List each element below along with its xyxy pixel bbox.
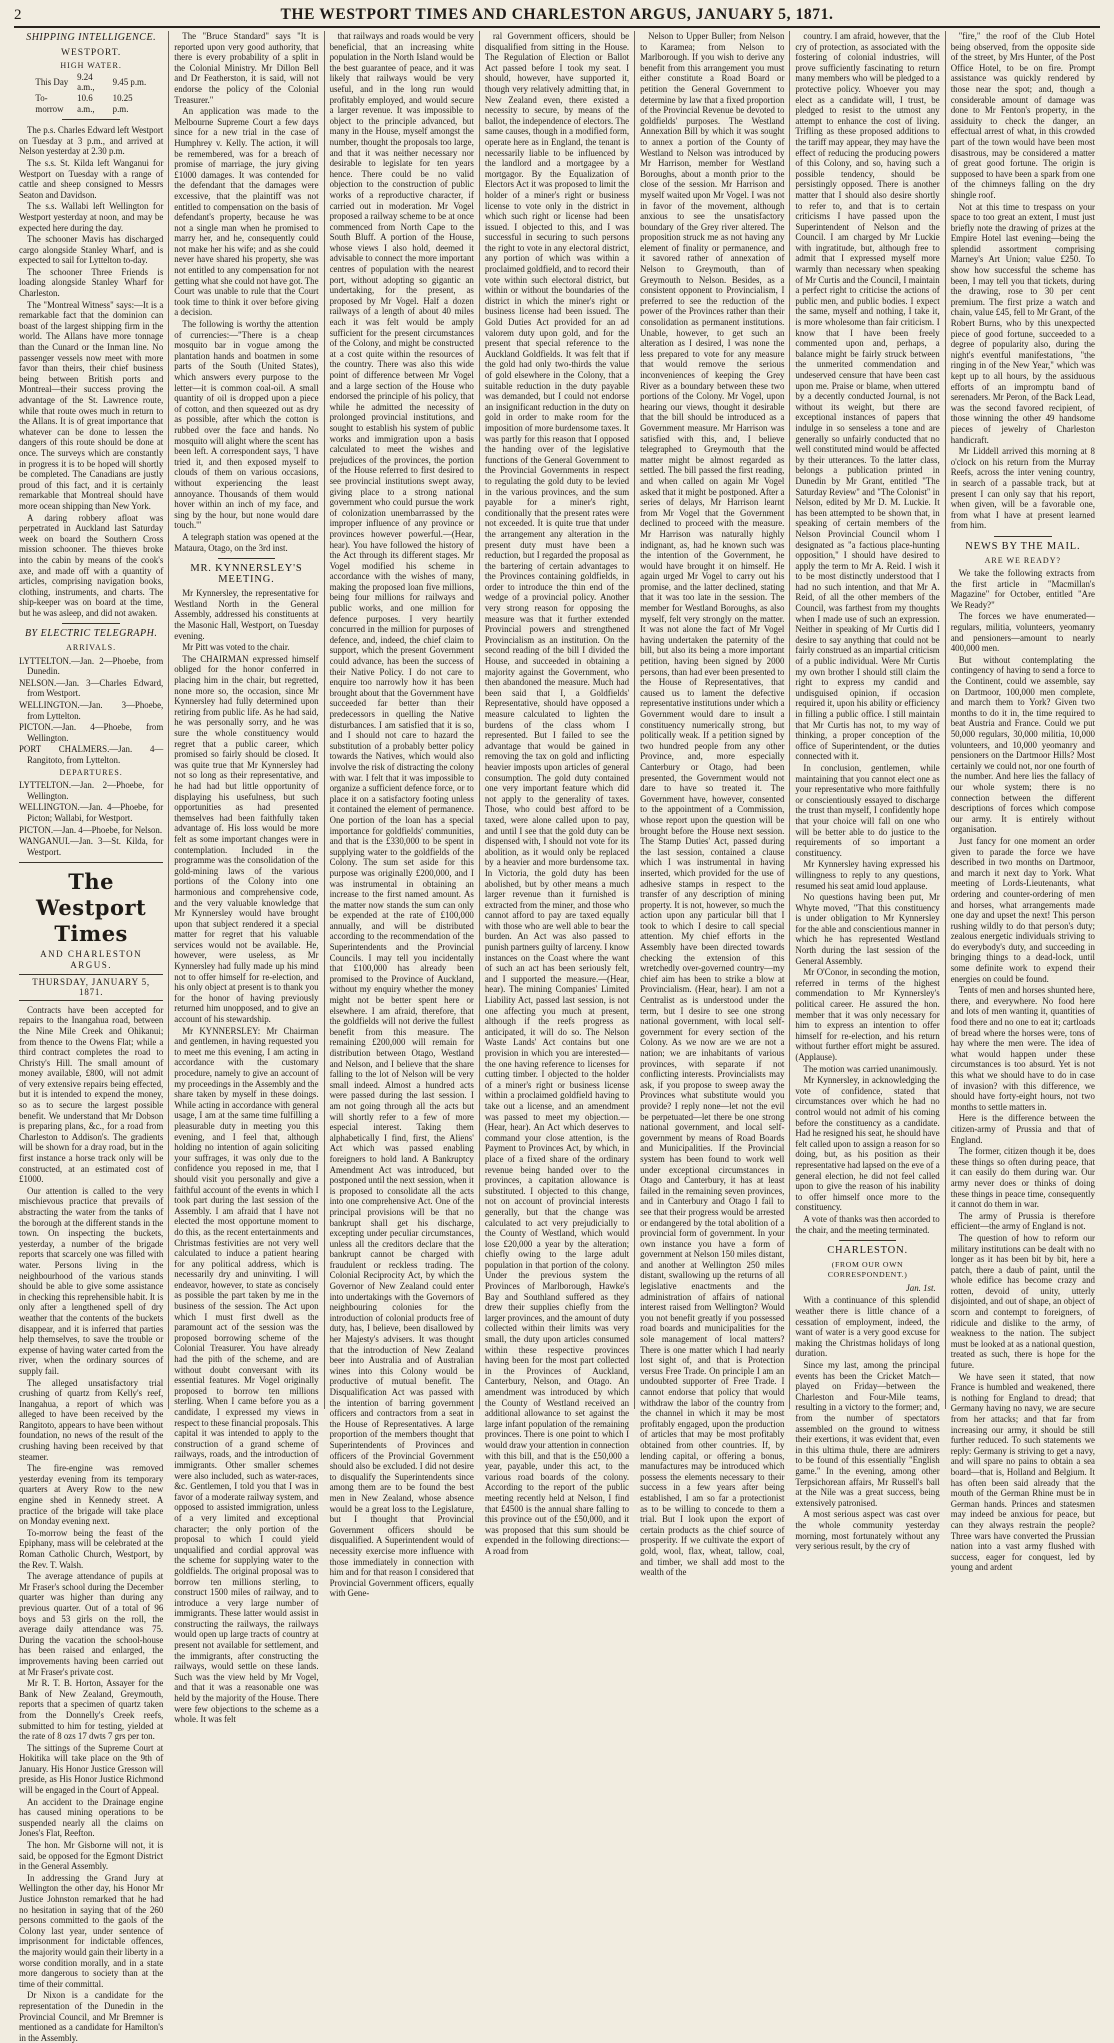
paragraph: The sittings of the Supreme Court at Hokitika will take place on the 9th of January. His Honor Justice Gresson will preside, as His Honor Justice Richmond will be engaged in the Court of Appeal. (19, 1742, 164, 1796)
telegraph-title: BY ELECTRIC TELEGRAPH. (24, 628, 158, 640)
paragraph: The alleged unsatisfactory trial crushing of quartz from Kelly's reef, Inangahua, a report of which was alleged to have been received by the Rangitoto, appears to have been without foundation, no news of the result of the crushing having been received by that steamer. (19, 1377, 164, 1462)
meeting-report-cont (795, 31, 939, 1235)
column-4 (480, 31, 635, 1556)
column-6 (790, 31, 945, 1552)
paragraph: WELLINGTON.—Jan. 3—Phoebe, from Lyttelton. (19, 700, 164, 721)
paragraph: Mr Kynnersley, in acknowledging the vote of confidence, stated that circumstances over which he had no control would not admit of his coming before the constituency as a candidate. Had he resigned his seat, he should have felt called upon to assign a reason for so doing, but, as his position as their representative had lapsed on the eve of a general election, he did not feel called upon to give the reason of his inability to offer himself once more to the constituency. (795, 1075, 940, 1213)
paragraph: In conclusion, gentlemen, while maintaining that you cannot elect one as your representative who more faithfully or conscientiously essayed to discharge the trust than myself, I confidently hope that your choice will fall on one who will be better able to do justice to the requirements of so important a constituency. (795, 762, 940, 858)
charleston-report-cont (951, 31, 1095, 531)
paragraph: The "Bruce Standard" says "It is reported upon very good authority, that there is every probability of a split in the Colonial Ministry. Mr Dillon Bell and Dr Featherston, it is said, will not endorse the policy of the Colonial Treasurer." (174, 31, 319, 105)
paragraph: Mr O'Conor, in seconding the motion, referred in terms of the highest commendation to Mr Kynnersley's political career. He assured the hon. member that it was only necessary for him to express an intention to offer himself for re-election, and his return without further effort might be assured. (Applause). (795, 967, 940, 1062)
paragraph: Our attention is called to the very mischievous practice that prevails of abstracting the water from the tanks of the borough at the different stands in the town. On inspecting the buckets, yesterday, a number of the brigade reports that scarcely one was filled with water. Persons living in the neighbourhood of the various stands should be able to give some assistance in checking this reprehensible habit. It is only after a lengthened spell of dry weather that the contents of the buckets disappear, and it is inferred that parties help themselves, to save the trouble or expense of having water carted from the river, when the ordinary sources of supply fail. (19, 1185, 164, 1376)
paragraph: Mr Pitt was voted to the chair. (182, 642, 290, 653)
paragraph: The following is worthy the attention of currencies:—"There is a cheap mosquito bar in vogue among the plantation hands and boatmen in some parts of the South (United States), which answers every purpose to the letter—it is common coal-oil. A small quantity of oil is dropped upon a piece of cotton, and then squeezed out as dry as possible, after which the cotton is rubbed over the face and hands. No mosquito will alight where the scent has been left. A correspondent says, 'I have tried it, and then exposed myself to clouds of them on various occasions, without experiencing the least annoyance. Thousands of them would hover within an inch of my face, and sing by the hour, but none would dare touch.'" (174, 319, 319, 531)
charleston-report (795, 1295, 939, 1551)
paragraph: The "Montreal Witness" says:—It is a remarkable fact that the dominion can boast of the largest shipping firm in the world. The Allans have more tonnage than the Cunard or the Inman line. No passenger vessels now meet with more favor than theirs, their chief business being between British ports and Montreal—their success proving the advantage of the St. Lawrence route, while that route owes much in return to the Allans. It is of great importance that whatever can be done to lessen the dangers of this route should be done at once. The surveys which are constantly in progress it is to be hoped will shortly be completed. The Canadians are justly proud of this fact, and it is certainly remarkable that Montreal should have more ocean shipping than New York. (19, 299, 164, 511)
nameplate-title: The Westport Times (36, 869, 147, 947)
paragraph: But without contemplating the contingency of having to send a force to the Continent, could we assemble, say on Dartmoor, 100,000 men complete, and march them to York? Given two months to do it in, the time required to beat Austria and France. Could we put 50,000 regulars, 30,000 militia, 10,000 volunteers, and 10,000 yeomanry and pensioners on the Dartmoor Hills? Most certainly we could not, nor one fourth of the number. And here lies the fallacy of our whole system; there is no connection between the different descriptions of forces which compose our army. It is entirely without organisation. (950, 654, 1095, 835)
paragraph: Dr Nixon is a candidate for the representation of the Dunedin in the Provincial Council, and Mr Bremner is mentioned as a candidate for Hamilton's in the Assembly. (19, 1990, 164, 2043)
paragraph: LYTTELTON.—Jan. 2—Phoebe, from Dunedin. (19, 655, 164, 677)
meeting-report-cont (485, 31, 629, 1557)
columns (14, 31, 1100, 2043)
arrivals-label: ARRIVALS. (66, 643, 117, 653)
correspondent-label: (FROM OUR OWN CORRESPONDENT.) (827, 1259, 908, 1280)
paragraph: An application was made to the Melbourne Supreme Court a few days since for a new trial in the case of Humphrey v. Kelly. The action, it will be remembered, was for a breach of promise of marriage, the jury giving £1000 damages. It was contended for the defendant that the damages were excessive, that the plaintiff was not entitled to compensation on the basis of defendant's property, because he was not a single man when he promised to marry her, and he, consequently could not make her his wife; and as she could never have shared his property, she was not entitled to any compensation for not getting what she could not have got. The Court was unable to rule that the Court took time to think it over before giving a decision. (174, 106, 319, 318)
paragraph: The hon. Mr Gisborne will not, it is said, be opposed for the Egmont District in the General Assembly. (19, 1840, 164, 1872)
high-water-pm: 10.25 p.m. (112, 92, 133, 114)
paragraph: The army of Prussia is therefore efficient—the army of England is not. (950, 1210, 1095, 1232)
high-water-day: This Day (35, 77, 69, 88)
paragraph: ral Government officers, should be disqualified from sitting in the House. The Regulation of Election or Ballot Act passed before I took my seat. I should, however, have supported it, though very relatively admitting that, in New Zealand even, there existed a necessity to secure, by means of the ballot, the independence of electors. The same causes, though in a modified form, operate here as in England, the tenant is necessarily liable to be influenced by the landlord and a mortgagee by a mortgagor. By the Equalization of Electors Act it was proposed to limit the holder of a miner's right or business license to vote only in the district in which such right or license had been issued. I objected to this, and I was successful in securing to such persons the right to vote in any electoral district, any portion of which was within a proclaimed goldfield, and to record their vote within such electoral district, but within or without the boundaries of the district in which the miner's right or business license had been issued. The Gold Duties Act provided for an ad valorem duty upon gold, and for the present that special reference to the Auckland Goldfields. It was felt that if the gold had only two-thirds the value of gold elsewhere in the Colony, that a suitable reduction in the duty payable was demanded, but I could not endorse an insignificant reduction in the duty on gold in order to make room for the imposition of more burdensome taxes. It was partly for this reason that I opposed the handing over of the legislative functions of the General Government to the Provincial Governments in respect to regulating the gold duty to be levied in the various provinces, and the sum payable for a miner's right, conditionally that the present rates were not exceeded. It is quite true that under the arrangement any alteration in the present duty must have been a reduction, but I regarded the proposal as the bartering of certain advantages to the Provinces containing goldfields, in order to introduce the thin end of the wedge of a provincial policy. Another very strong reason for opposing the measure was that it further extended Provincial powers and strengthened Provincialism as an institution. On the second reading of the bill I divided the House, and succeeded in obtaining a majority against the Government, who then abandoned the measure. Much had been said that I, a Goldfields' Representative, should have opposed a measure calculated to lighten the burdens of the class whom I represented. But I failed to see the advantage that would be gained in removing the tax on gold and inflicting heavier imposts upon articles of general consumption. The gold duty contained one very important feature which did not apply to the generality of taxes. Those, who could best afford to be taxed, were alone called upon to pay, and until I see that the gold duty can be dispensed with, I should not vote for its abolition, as it would only be replaced by a heavier and more burdensome tax. In Victoria, the gold duty has been abolished, but by other means a much larger revenue than it furnished is extracted from the miner, and those who cannot afford to pay are taxed equally with those who are well able to bear the burden. An Act was also passed to punish partners guilty of larceny. I know instances on the Coast where the want of such an act has been seriously felt, and I supported the measure.—(Hear, hear). The mining Companies' Limited Liability Act, passed last session, is not one affecting you much at present, although if the reefs progress as anticipated, it will do so. The Nelson Waste Lands' Act contains but one provision in which you are interested—the one having reference to licenses for cutting timber. I objected to the holder of a miner's right or business license within a proclaimed goldfield having to take out a license, and an amendment was passed to meet my objection.—(Hear, hear). An Act which deserves to command your close attention, is the Payment to Provinces Act, by which, in place of a fixed share of the ordinary revenue being handed over to the provinces, a capitation allowance is substituted. I objected to this change, not on account of provincial interests generally, but that the change was calculated to act very prejudicially to the County of Westland, which would lose £20,000 a year by the alteration; chiefly owing to the large adult population in that portion of the colony. Under the previous system the Provinces of Marlborough, Hawke's Bay and Southland suffered as they drew their supplies chiefly from the larger provinces, and the amount of duty collected within their limits was very small, the duty upon articles consumed within these respective provinces having been for the most part collected in the Provinces of Auckland, Canterbury, Nelson, and Otago. An amendment was introduced by which the County of Westland received an additional allowance to set against the large infant population of the remaining provinces. There is one point to which I would draw your attention in connection with this bill, and that is the £50,000 a year, payable, under this act, to the various road boards of the colony. According to the report of the public meeting recently held at Nelson, I find that £4500 is the annual share falling to this province out of the £50,000, and it was proposed that this sum should be expended in the following directions:—A road from (484, 31, 630, 1556)
mail-news-headline: NEWS BY THE MAIL. (965, 540, 1081, 552)
paragraph: Contracts have been accepted for repairs to the Inangahua road, between the Nine Mile Creek and Ohikanui; from thence to the Owens Flat; while a third contract completes the road to Christy's Hill. The small amount of money available, £800, will not admit of very extensive repairs being effected, but it is intended to expend the money, so as to secure the largest possible benefit. We understand that Mr Dobson is preparing plans, &c., for a road from Charleston to Addison's. The gradients will be shown for a dray road, but in the first instance a horse track only will be constructed, at an estimated cost of £1000. (19, 1004, 164, 1185)
paragraph: Mr Liddell arrived this morning at 8 o'clock on his return from the Murray Reefs, across the inter vening country, in search of a passable track, but at present I can only say that his report, when given, will be a favorable one, from what I have at present learned from him. (950, 446, 1095, 531)
issue-date: THURSDAY, JANUARY 5, 1871. (19, 974, 163, 1001)
paragraph: Mr Kynnersley having expressed his willingness to reply to any questions, resumed his seat amid loud applause. (795, 859, 940, 891)
paragraph: NELSON.—Jan. 3—Charles Edward, from Westport. (19, 677, 164, 699)
departures-label: DEPARTURES. (59, 767, 123, 777)
page-number: 2 (14, 7, 22, 23)
paragraph: Nelson to Upper Buller; from Nelson to Karamea; from Nelson to Marlborough. If you wish to derive any benefit from this arrangement you must either constitute a Road Board or petition the General Government to determine by law that a fixed proportion of the Provincial Revenue be devoted to goldfields' purposes. The Westland Annexation Bill by which it was sought to annex a portion of the County of Westland to Nelson was introduced by Mr Harrison, member for Westland Boroughs, about a month prior to the close of the session. Mr Harrison and myself waited upon Mr Vogel. I was not in favor of the movement, although anxious to see the unsatisfactory boundary of the Grey river altered. The proposition struck me as not having any element of finality or permanence, and it savored rather of annexation of Nelson to Greymouth, than of Greymouth to Nelson. Besides, as a consistent opponent to Provincialism, I preferred to see the reduction of the power of the Provinces rather than their consolidation as permanent institutions. Unable, however, to get such an alteration as I desired, I was none the less prepared to vote for any measure that would remove the serious inconveniences of keeping the Grey River as a boundary between these two portions of the Colony. Mr Vogel, upon hearing our views, thought it desirable that the bill should be introduced as a Government measure. Mr Harrison was satisfied with this, and, I believe telegraphed to Greymouth that the matter might be almost regarded as settled. The bill passed the first reading, and when called on again Mr Vogel asked that it might be postponed. After a series of delays, Mr Harrison learnt from Mr Vogel that the Government declined to proceed with the measure. Mr Harrison was naturally highly indignant, as, had he known such was the intention of the Government, he would have brought it on himself. He again urged Mr Vogel to carry out his promise, and the latter declined, stating that it was too late in the session. The member for Westland Boroughs, as also myself, felt very strongly on the matter. It was not alone the fact of Mr Vogel having undertaken the paternity of the bill, but also its being a more important petition, having been signed by 2000 persons, than had ever been presented to the House of Representatives, that caused us to lament the defective representative institutions under which a Government would dare to insult a constituency numerically strong, but politically weak. If a petition signed by two hundred people from any other Province, and, more especially Canterbury or Otago, had been presented, the Government would not dare to have so treated it. The Government have, however, consented to the appointment of a Commission, whose report upon the question will be brought before the House next session. The Stamp Duties' Act, passed during the last session, contained a clause which I was instrumental in having inserted, which provided for the use of adhesive stamps in respect to the transfer of any description of mining property. It is not, however, so much the action upon any particular bill that I took to which I desire to call special attention. My chief efforts in the Assembly have been directed towards checking the extension of this wretchedly over-governed country—my chief aim has been to strike a blow at Provincialism. (Hear, hear). I am not a Centralist as is understood under the term, but I desire to see one strong national government, with local self-government for every section of the Colony. As we now are we are not a nation; we are inhabitants of various provinces, with separate if not conflicting interests. Provincialists may ask, if you propose to sweep away the Provinces what substitute would you provide? I reply none—let not the evil be perpetuated—let there be one strong national government, and local self-government by means of Road Boards and Municipalities. If the Provincial system has been found to work well under exceptional circumstances in Otago and Canterbury, it has at least failed in the remaining seven provinces, and in Canterbury and Otago I fail to see that their progress would be arrested or endangered by the total abolition of a provincial form of government. In your own instance you have a form of government at Nelson 150 miles distant, and another at Wellington 250 miles distant, swallowing up the returns of all legislative enactments and the administration of affairs of national interest raised from Wellington? Would you not benefit greatly if you possessed road boards and municipalities for the sole management of local matters? There is one matter which I had nearly lost sight of, and that is Protection versus Free Trade. On principle I am an undoubted supporter of Free Trade. I cannot endorse that policy that would withdraw the labor of the country from the channel in which it may be most profitably engaged, upon the production of articles that may be most profitably obtained from other countries. If, by lending capital, or offering a bonus, manufactures may be introduced which possess the elements necessary to their success in a few years after being established, I am so far a protectionist as to be willing to concede to them a trial. But I look upon the export of certain products as the chief source of prosperity. If we cultivate the export of gold, wool, flax, wheat, tallow, coal, and timber, we shall add most to the wealth of the (640, 31, 785, 1578)
paragraph: An accident to the Drainage engine has caused mining operations to be suspended nearly all the claims on Jones's Flat, Reefton. (19, 1796, 164, 1839)
masthead-title: THE WESTPORT TIMES AND CHARLESTON ARGUS, JANUARY 5, 1871. (280, 6, 834, 23)
paragraph: The motion was carried unanimously. (803, 1063, 938, 1074)
paragraph: The former, citizen though it be, does these things so often during peace, that it can easily do them during war. Our army never does or thinks of doing these things in peace time, consequently it cannot do them in war. (950, 1146, 1095, 1210)
high-water-day: To-morrow (35, 92, 64, 114)
high-water-pm: 9.45 p.m. (112, 77, 147, 88)
shipping-section-title: SHIPPING INTELLIGENCE. (26, 32, 157, 43)
paragraph: We have seen it stated, that now France is humbled and weakened, there is nothing for England to dread; that Germany having no navy, we are secure from her attacks; and that far from increasing our army, it should be still further reduced. To such statements we reply: Germany is striving to get a navy, and will spare no pains to obtain a sea board—that is, Holland and Belgium. It has often been said already that the mouth of the German Rhine must be in German hands. Princes and statesmen may indeed be anxious for peace, but can they always restrain the people? Three wars have converted the Prussian nation into a vast army flushed with success, eager for conquest, led by young and ardent (950, 1371, 1095, 1573)
port-title: WESTPORT. (61, 47, 122, 58)
column-3 (325, 31, 480, 1599)
paragraph: Just fancy for one moment an order given to parade the force we have described in two months on Dartmoor, and march it next day to York. What meeting of Lords-Lieutenants, what ordering and counter-ordering of men and horses, what arrangements made one day and upset the next! This person rushing wildly to do that person's duty; zealous energetic individuals striving to do everybody's duty, and succeeding in bringing things to a dead-lock, until some definite work to expend their energies on could be found. (950, 835, 1095, 984)
paragraph: WELLINGTON.—Jan. 4—Phoebe, for Picton; Wallabi, for Westport. (19, 802, 164, 823)
meeting-headline: MR. KYNNERSLEY'S MEETING. (190, 563, 303, 585)
paragraph: The average attendance of pupils at Mr Fraser's school during the December quarter was higher than during any previous quarter. Out of a total of 96 boys and 53 girls on the roll, the average daily attendance was 75. During the vacation the school-house has been raised and enlarged, the improvements having been carried out at Mr Fraser's private cost. (19, 1571, 164, 1677)
paragraph: WANGANUI.—Jan. 3—St. Kilda, for Westport. (19, 836, 164, 857)
paragraph: LYTTELTON.—Jan. 2—Phoebe, for Wellington. (19, 780, 164, 801)
column-7 (946, 31, 1100, 1573)
paragraph: The CHAIRMAN expressed himself obliged for the honor conferred in placing him in the chair, but regretted, none more so, the occasion, since Mr Kynnersley had fully determined upon retiring from public life. As he had said, he was personally sorry, and he was sure the whole constituency would regret that a public career, which promised so fairly should be closed. It was quite true that Mr Kynnersley had not so long as their representative, and he had had but little opportunity of displaying his usefulness, but such opportunities as had presented themselves had been faithfully taken advantage of. His loss would be more felt as some important changes were in contemplation. Included in the programme was the consolidation of the gold-mining laws of the various portions of the Colony into one harmonious and comprehensive code, and the very valuable knowledge that Mr Kynnersley would have brought upon that subject rendered it a special matter for regret that his valuable services would not be available. He, however, were useless, as Mr Kynnersley had fully made up his mind not to offer himself for re-election, and his only object at present is to thank you for the honor of having previously returned him unopposed, and to give an account of his stewardship. (174, 653, 319, 1025)
high-water-am: 10.6 a.m., (77, 92, 95, 114)
paragraph: Mr KYNNERSLEY: Mr Chairman and gentlemen, in having requested you to meet me this evening, I am acting in accordance with the customary procedure, namely to give an account of my proceedings in the Assembly and the share taken by myself in these doings. While acting in accordance with general usage, I am at the same time fulfilling a pleasurable duty in meeting you this evening, and I feel that, although holding no intention of again soliciting your suffrages, it was only due to the confidence you reposed in me, that I should visit you personally and give a faithful account of the events in which I took part during the last session of the Assembly. I am afraid that I have not elected the most opportune moment to do this, as the recent entertainments and Christmas festivities are not very well calculated to induce a patient hearing for any political address, which is necessarily dry and uninviting. I will endeavor, however, to state as concisely as possible the part taken by me in the business of the session. The Act upon which I must first dwell as the paramount act of the session was the proposed borrowing scheme of the Colonial Treasurer. You have already had the pith of the scheme, and are without doubt conversant with its essential features. Mr Vogel originally proposed to borrow ten millions sterling. When I came before you as a candidate, I expressed my views in respect to these financial proposals. This capital it was intended to apply to the construction of a grand scheme of railways, roads, and the introduction of immigrants. Other smaller schemes were also included, such as water-races, &c. Gentlemen, I told you that I was in favor of a moderate railway system, and opposed to assisted immigration, unless of a very limited and exceptional character; the only portion of the proposal to which I could yield unqualified and cordial approval was the scheme for supplying water to the goldfields. The original proposal was to borrow ten millions sterling, to construct 1500 miles of railway, and to introduce a very large number of immigrants. These latter would assist in constructing the railways, the railways would open up large tracts of country at present not available for settlement, and the immigrants, after constructing the railways, would settle on these lands. Such was the view held by Mr Vogel, and that it was a reasonable one was held by the majority of the House. There were few objections to the scheme as a whole. It was felt (174, 1025, 319, 1725)
paragraph: The s.s. St. Kilda left Wanganui for Westport on Tuesday with a range of cattle and sheep consigned to Messrs Seaton and Davidson. (19, 157, 164, 200)
paragraph: The forces we have enumerated—regulars, militia, volunteers, yeomanry and pensioners—amount to nearly 400,000 men. (950, 611, 1095, 654)
paragraph: "fire," the roof of the Club Hotel being observed, from the opposite side of the street, by Mrs Hunter, of the Post Office Hotel, to be on fire. Prompt assistance was quickly rendered by those near the spot; and, though a considerable amount of damage was done to Mr Fenton's property, in the assiduity to check the danger, an effectual arrest of what, in this crowded part of the town would have been most disastrous, may be considered a matter of great good fortune. The origin is supposed to have been a spark from one of the chimneys falling on the dry shingle roof. (950, 31, 1095, 200)
table-row (33, 93, 148, 114)
mail-news-article (951, 568, 1095, 1573)
paragraph: The question of how to reform our military institutions can be dealt with no longer as it has been bit by bit, here a patch, there a daub of paint, until the whole edifice has become crazy and rotten, devoid of unity, utterly disjointed, and out of shape, an object of scorn and contempt to foreigners, of ridicule and dislike to the army, of weakness to the nation. The subject must be looked at as a national question, treated as such, there is hope for the future. (950, 1232, 1095, 1371)
column-2 (169, 31, 324, 1725)
editorial-notes (19, 1005, 163, 2043)
paragraph: In addressing the Grand Jury at Wellington the other day, his Honor Mr Justice Johnston remarked that he had no hesitation in saying that of the 260 persons committed to the gaols of the Colony last year, under sentence of imprisonment for indictable offences, the majority would gain their liberty in a worse condition morally, and in a state more dangerous to society than at the time of their committal. (19, 1872, 164, 1989)
paragraph: Since my last, among the principal events has been the Cricket Match—played on Friday—between the Charleston and Four-Mile teams, resulting in a victory to the former; and, from the number of spectators assembled on the ground to witness their exertions, it was evident that, even in this ultima thule, there are admirers to be found of this essentially "English game." In the evening, among other Terpsichorean affairs, Mr Russell's ball at the Nile was a great success, being extensively patronised. (795, 1360, 940, 1508)
meeting-report (174, 588, 318, 1725)
paragraph: Mr R. T. B. Horton, Assayer for the Bank of New Zealand, Greymouth, reports that a specimen of quartz taken from the Donnelly's Creek reefs, submitted to him for testing, yielded at the rate of 8 ozs 17 dwts 7 grs per ton. (19, 1678, 164, 1742)
paragraph: The fire-engine was removed yesterday evening from its temporary quarters at Avery Row to the new engine shed in Kennedy street. A practice of the brigade will take place on Monday evening next. (19, 1463, 164, 1527)
charleston-dateline: Jan. 1st. (905, 1282, 936, 1293)
charleston-headline: CHARLESTON. (827, 1245, 908, 1257)
paragraph: Mr Kynnersley, the representative for Westland North in the General Assembly, addressed his constituents at the Masonic Hall, Westport, on Tuesday evening. (174, 588, 319, 641)
paragraph: The p.s. Charles Edward left Westport on Tuesday at 3 p.m., and arrived at Nelson yesterday at 2.30 p.m. (19, 125, 164, 157)
paragraph: No questions having been put, Mr Whyte moved, "That this constituency is under obligation to Mr Kynnersley for the able and conscientious manner in which he has represented Westland North during the last session of the General Assembly. (795, 892, 940, 966)
column-5 (635, 31, 790, 1578)
paragraph: A most serious aspect was cast over the whole community yesterday morning, most fortunately without any very serious result, by the cry of (795, 1509, 940, 1552)
meeting-report-cont (640, 31, 784, 1578)
paragraph: PICTON.—Jan. 4—Phoebe, for Nelson. (19, 824, 163, 835)
paragraph: A vote of thanks was then accorded to the chair, and the meeting terminated. (795, 1213, 940, 1235)
nameplate (19, 869, 163, 970)
column-1 (14, 31, 169, 2043)
paragraph: With a continuance of this splendid weather there is little chance of a cessation of employment, indeed, the want of water is a very good excuse for making the Christmas holidays of long duration. (795, 1295, 940, 1359)
paragraph: Tents of men and horses shunted here, there, and everywhere. No food here and lots of men wanting it, quantities of food there and no one to eat it; cartloads of bread where the horses were, tons of hay where the men were. The idea of what would happen under these circumstances is too absurd. Yet is not this what we should have to do in case of invasion? with this difference, we should have forty-eight hours, not two months to settle matters in. (950, 985, 1095, 1112)
news-paragraphs (174, 31, 318, 553)
paragraph: Not at this time to trespass on your space to too great an extent, I must just briefly note the drawing of prizes at the Empire Hotel last evening—being the splendid assortment comprising Marney's Art Union; value £250. To show how successful the scheme has been, I may tell you that tickets, during the drawing, rose to 30 per cent premium. The first prize a watch and chain, value £45, fell to Mr Grant, of the Robert Burns, who by this unexpected piece of good fortune, succeeded to a degree of popularity also, during the night's eventful manifestations, "the ringing in of the New Year," which was kept up to all hours, by the assiduous efforts of an impromptu band of serenaders. Mr Peron, of the Back Lead, was the second favored recipient, of those winning the other 49 handsome pieces of jewelry of Charleston handicraft. (950, 201, 1095, 445)
paragraph: PICTON.—Jan. 4—Phoebe, from Wellington. (19, 722, 164, 743)
paragraph: The schooner Mavis has discharged cargo alongside Stanley Wharf, and is expected to sail for Lyttelton to-day. (19, 234, 164, 266)
mail-news-subhead: ARE WE READY? (984, 555, 1062, 565)
arrivals-list (19, 656, 163, 766)
high-water-table (33, 61, 148, 114)
nameplate-subtitle: AND CHARLESTON ARGUS. (40, 949, 143, 970)
departures-list (19, 780, 163, 857)
high-water-am: 9.24 a.m., (77, 71, 95, 93)
paragraph: country. I am afraid, however, that the cry of protection, as associated with the fostering of colonial industries, will prove sufficiently fascinating to return many members who will be pledged to a protective policy. Whoever you may elect as a candidate will, I trust, be pledged to resist to the utmost any attempt to enhance the cost of living. Trifling as these proposed additions to the tariff may appear, they may have the effect of reducing the producing powers of this Colony, and so, having such a possible tendency, should be persistingly opposed. There is another matter that I should also desire shortly to refer to, and that is to certain criticisms I have passed upon the Superintendent of Nelson and the Council. I am charged by Mr Luckie with ingratitude, but, although free to admit that I expressed myself more warmly than necessary when speaking of Mr Curtis and the Council, I maintain a perfect right to criticise the actions of public men, and public bodies. I expect the same, myself and nothing, I take it, is more wholesome than fair criticism. I know that I have been freely commented upon and, perhaps, a balance might be fairly struck between the unmerited commendation and undeserved censure that have been cast upon me. Praise or blame, when uttered by a decently conducted Journal, is not without its weight, but there are exceptional instances of papers that indulge in so senseless a tone and are generally so unfairly conducted that no well constituted mind would be affected by their utterances. To the latter class, belongs a publication printed in Dunedin by Mr Grant, entitled "The Saturday Review" and "The Colonist" in Nelson, edited by Mr D. M. Luckie. It has been attempted to be shown that, in speaking of certain members of the Nelson Provincial Council whom I designated as "a factious place-hunting opposition," I should have desired to apply the term to Mr A. Reid. I wish it to be most distinctly understood that I had no such intention, and that Mr A. Reid, of all the other members of the Council, was farthest from my thoughts when I made use of such an expression. Neither in speaking of Mr Curtis did I desire to say anything that could not be fairly construed as an impartial criticism of a public individual. Were Mr Curtis my own brother I should still claim the right to express my candid and undisguised opinion, if occasion required it, upon his ability or efficiency in filling a public office. I still maintain that Mr Curtis has not, to my way of thinking, a proper conception of the office of Superintendent, or the duties connected with it. (795, 31, 940, 762)
paragraph: Here is the difference between the citizen-army of Prussia and that of England. (950, 1113, 1095, 1145)
paragraph: A telegraph station was opened at the Mataura, Otago, on the 3rd inst. (174, 531, 319, 553)
meeting-report-cont (330, 31, 474, 1599)
high-water-label: HIGH WATER. (60, 61, 122, 71)
paragraph: The s.s. Wallabi left Wellington for Westport yesterday at noon, and may be expected here during the day. (19, 201, 164, 233)
paragraph: To-morrow being the feast of the Epiphany, mass will be celebrated at the Roman Catholic Church, Westport, by the Rev. T. Walsh. (19, 1527, 164, 1570)
paragraph: We take the following extracts from the first article in "Macmillan's Magazine" for October, entitled "Are We Ready?" (950, 568, 1095, 610)
shipping-news (19, 125, 163, 618)
paragraph: The schooner Three Friends is loading alongside Stanley Wharf for Charleston. (19, 266, 164, 299)
masthead (14, 6, 1100, 28)
paragraph: that railways and roads would be very beneficial, that an increasing white population in the North Island would be the best guarantee of peace, and it was likely that railways would be very useful, and in the long run would profitably employed, and would secure a larger revenue. It was impossible to object to the principle advanced, but many in the House, myself amongst the number, thought the proposals too large, and that it was neither necessary nor desirable to legislate for ten years hence. There could be no valid objection to the construction of public works of a reproductive character, if carried out in moderation. Mr Vogel proposed a railway scheme to be at once commenced from North Cape to the South Bluff. A portion of the House, whose views I also hold, deemed it advisable to connect the more important centres of population with the nearest port, without adopting so gigantic an undertaking, for the present, as proposed by Mr Vogel. Half a dozen railways of a length of about 40 miles each it was felt would be amply sufficient for the present circumstances of the Colony, and might be constructed at a cost quite within the resources of the country. There was also this wide point of difference between Mr Vogel and a large section of the House who endorsed the principle of his policy, that while he admitted the necessity of prolonged provincial institutions, and sought to establish his system of public works and immigration upon a basis calculated to meet the wishes and prejudices of the provinces, the portion of the House referred to first desired to see provincial institutions swept away, giving place to a strong national government who could pursue the work of colonization unembarrassed by the improper influence of any province or provinces however powerful.—(Hear, hear). You have followed the history of the Act through its different stages. Mr Vogel modified his scheme in accordance with the wishes of many, making the proposed loan five millions, being four millions for railways and public works, and one million for defence purposes. I very heartily concurred in the million for purposes of defence, and, indeed, the chief claim to support, which the present Government could advance, has been the success of their Native Policy. I do not care to enquire too narrowly how it has been brought about that the Government have succeeded far better than their predecessors in quelling the Native disturbances. I am satisfied that it is so, and I should not care to hazard the substitution of a probably better policy towards the Natives, which would also involve the risk of distracting the colony with war. I felt that it was impossible to organize a sufficient defence force, or to place it on a satisfactory footing unless it contained the element of permanence. One portion of the loan has a special importance for goldfields' communities, and that is the £330,000 to be spent in supplying water to the goldfields of the Colony. The sum set aside for this purpose was originally £200,000, and I was instrumental in obtaining an increase to the first named amount. As the matter now stands the sum can only be expended at the rate of £100,000 annually, and will be distributed according to the recommendation of the Superintendents and the Provincial Councils. I may tell you incidentally that £100,000 has already been promised to the Province of Auckland, without my enquiry whether the money might not be better spent here or elsewhere. I am afraid, therefore, that the goldfields will not derive the fullest benefit from this measure. The remaining £200,000 will remain for distribution between Otago, Westland and Nelson, and I believe that the share falling to the lot of Nelson will be very small indeed. Almost a hundred acts were passed during the last session. I am not going through all the acts but will shortly refer to a few of more especial interest. Taking them alphabetically I find, first, the Aliens' Act which was passed enabling foreigners to hold land. A Bankruptcy Amendment Act was introduced, but postponed until the next session, when it is proposed to consolidate all the acts into one comprehensive Act. One of the principal provisions will be that no bankrupt shall get his discharge, excepting under peculiar circumstances, unless all the creditors declare that the bankrupt cannot be charged with fraudulent or reckless trading. The Colonial Reciprocity Act, by which the Governor of New Zealand could enter into undertakings with the Governors of neighbouring colonies for the introduction of colonial products free of duty, has, I believe, been disallowed by her Majesty's advisers. It was thought that the introduction of New Zealand beer into Australia and of Australian wines into this Colony would be productive of mutual benefit. The Disqualification Act was passed with the intention of barring government officers and contractors from a seat in the House of Representatives. A large proportion of the members thought that Superintendents of Provinces and officers of the Provincial Government should also be excluded. I did not desire to disqualify the Superintendents since among them are to be found the best men in New Zealand, whose absence would be a great loss to the Legislature, but I thought that Provincial Government officers should be disqualified. A Superintendent would of necessity exercise more influence with those immediately in connection with him and for that reason I considered that Provincial Government officers, equally with Gene- (329, 31, 474, 1599)
table-row (33, 72, 148, 93)
paragraph: A daring robbery afloat was perpetrated in Auckland last Saturday week on board the Southern Cross mission schooner. The thieves broke into the cabin by means of the cook's axe, and made off with a quantity of articles, comprising navigation books, clothing, instruments, and charts. The ship-keeper was on board at the time, but he was asleep, and did not awaken. (19, 512, 164, 618)
paragraph: PORT CHALMERS.—Jan. 4—Rangitoto, from Lyttelton. (19, 744, 164, 765)
